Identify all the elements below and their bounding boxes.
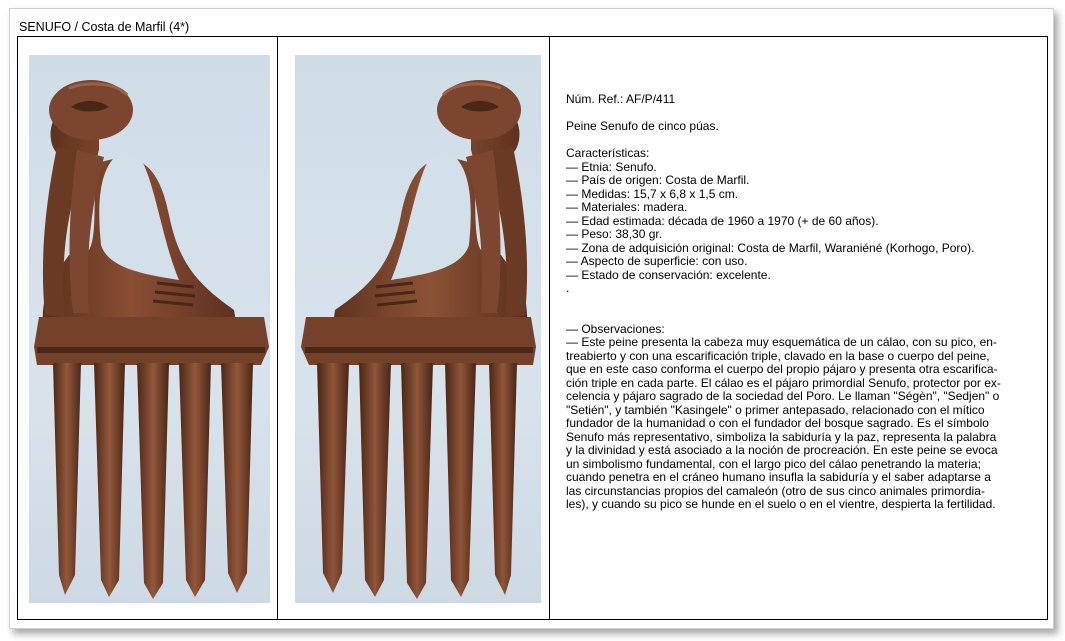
characteristic-item: — Materiales: madera.	[566, 200, 688, 214]
observation-line: cuando penetra en el cráneo humano insufla la sabiduría y el saber adaptarse a	[566, 470, 991, 484]
characteristic-item: — Aspecto de superficie: con uso.	[566, 254, 748, 268]
observation-line: ción triple en cada parte. El cálao es el pájaro primordial Senufo, protector por ex-	[566, 375, 1001, 390]
observations-title: — Observaciones:	[566, 321, 665, 336]
item-details	[566, 93, 1036, 512]
column-divider	[277, 37, 278, 619]
observation-line: fundador de la humanidad o con el fundador del bosque sagrado. Es el símbolo	[566, 416, 989, 430]
catalog-table	[17, 36, 1048, 620]
observation-line: Senufo más representativo, simboliza la sabiduría y la paz, representa la palabra	[566, 429, 997, 444]
observation-line: celencia y pájaro sagrado de la sociedad del Poro. Le llaman "Ségèn", "Sedjen" o	[566, 389, 1000, 403]
characteristic-item: — Zona de adquisición original: Costa de Marfil, Waraniéné (Korhogo, Poro).	[566, 240, 975, 255]
observation-line: les), y cuando su pico se hunde en el suelo o en el vientre, despierta la fertilidad.	[566, 497, 996, 511]
observation-line: que en este caso conforma el cuerpo del propio pájaro y presenta otra escarifica-	[566, 362, 998, 376]
sheet-title: SENUFO / Costa de Marfil (4*)	[19, 20, 190, 34]
characteristic-item: — Estado de conservación: excelente.	[566, 267, 771, 282]
characteristic-item: — Peso: 38,30 gr.	[566, 227, 663, 241]
carved-bird-comb-back-photo-icon	[295, 55, 541, 603]
catalog-sheet	[9, 8, 1054, 629]
observation-line: — Este peine presenta la cabeza muy esquemática de un cálao, con su pico, en-	[566, 335, 997, 349]
observation-line: "Setién", y también "Kasingele" o primer antepasado, relacionado con el mítico	[566, 402, 985, 417]
comb-photo-front	[29, 55, 270, 603]
separator-dot: .	[566, 281, 570, 295]
comb-photo-back	[295, 55, 541, 603]
item-description: Peine Senufo de cinco púas.	[566, 119, 719, 133]
observation-line: treabierto y con una escarificación triple, clavado en la base o cuerpo del peine,	[566, 348, 990, 363]
column-divider	[549, 37, 550, 619]
carved-bird-comb-front-photo-icon	[29, 55, 270, 603]
observation-line: las circunstancias propios del camaleón (otro de sus cinco animales primordia-	[566, 483, 985, 498]
observation-line: y la divinidad y está asociado a la noción de procreación. En este peine se evoca	[566, 443, 998, 457]
characteristic-item: — Medidas: 15,7 x 6,8 x 1,5 cm.	[566, 186, 739, 201]
characteristics-title: Características:	[566, 146, 650, 160]
characteristic-item: — País de origen: Costa de Marfil.	[566, 173, 750, 187]
characteristic-item: — Etnia: Senufo.	[566, 159, 657, 174]
reference-number: Núm. Ref.: AF/P/411	[566, 92, 676, 106]
characteristic-item: — Edad estimada: década de 1960 a 1970 (+ de 60 años).	[566, 213, 879, 228]
observation-line: un simbolismo fundamental, con el largo pico del cálao penetrando la materia;	[566, 456, 981, 471]
